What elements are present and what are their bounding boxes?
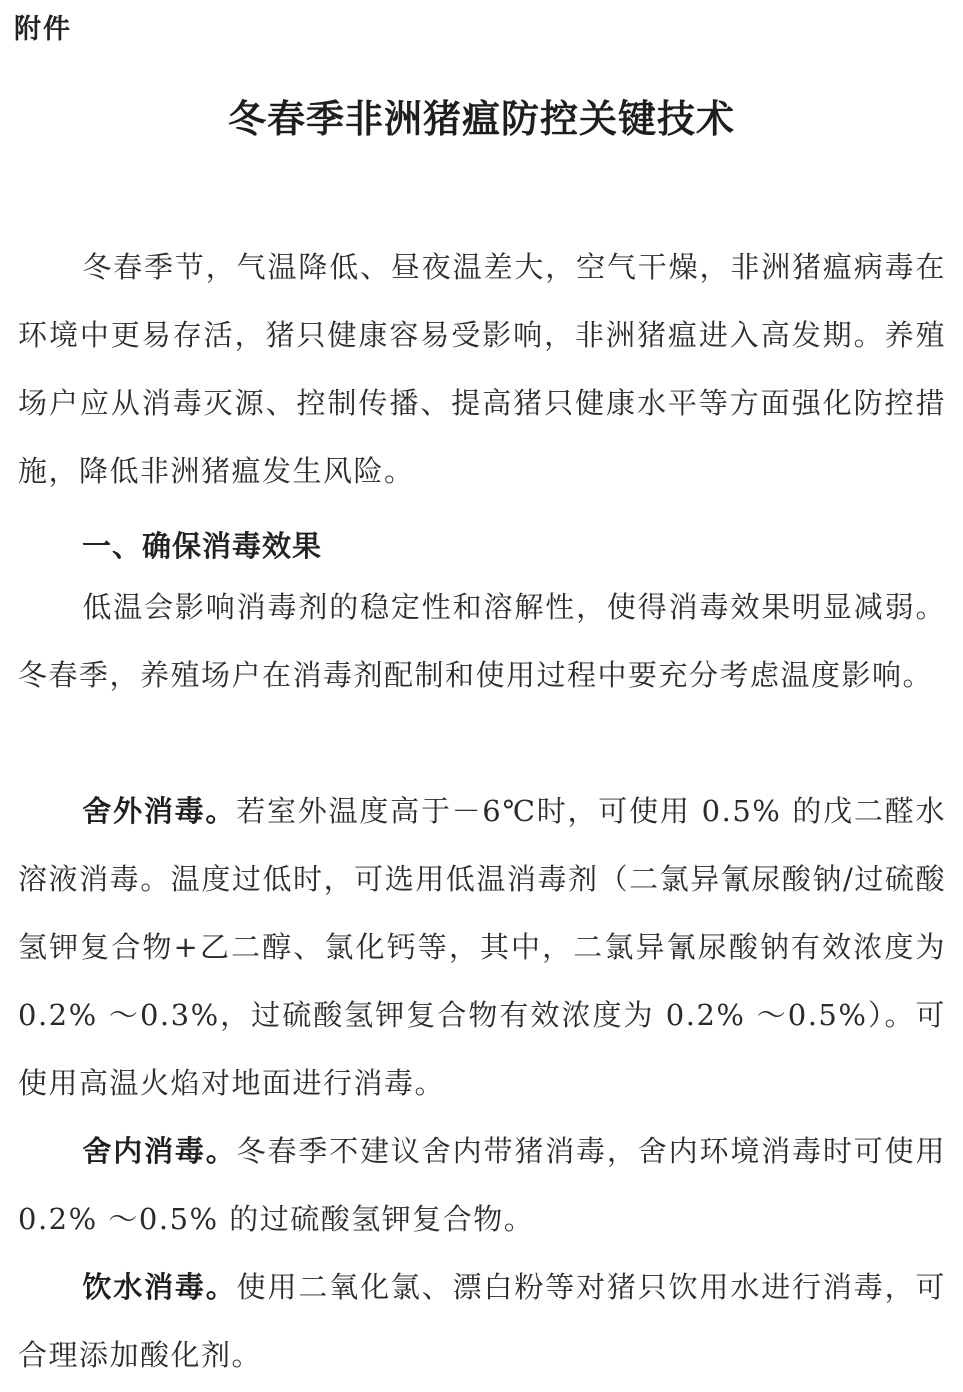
- indoor-disinfection-lead: 舍内消毒。: [82, 1134, 237, 1168]
- outdoor-disinfection-text: 若室外温度高于－6℃时，可使用 0.5% 的戊二醛水溶液消毒。温度过低时，可选用低温消毒剂（二氯异氰尿酸钠/过硫酸氢钾复合物+乙二醇、氯化钙等，其中，二氯异氰尿酸钠有效浓度为 0.2% ～0.3%，过硫酸氢钾复合物有效浓度为 0.2% ～0.5%）。可使用高温火焰对地面进行消毒。: [18, 794, 946, 1100]
- indoor-disinfection-paragraph: [18, 1117, 946, 1253]
- outdoor-disinfection-lead: 舍外消毒。: [82, 794, 237, 828]
- water-disinfection-lead: 饮水消毒。: [82, 1270, 237, 1304]
- section-heading-disinfection: 一、确保消毒效果: [82, 529, 323, 563]
- water-disinfection-text: 使用二氧化氯、漂白粉等对猪只饮用水进行消毒，可合理添加酸化剂。: [18, 1270, 946, 1372]
- indoor-disinfection-text: 冬春季不建议舍内带猪消毒，舍内环境消毒时可使用 0.2% ～0.5% 的过硫酸氢钾复合物。: [18, 1134, 946, 1236]
- outdoor-disinfection-paragraph: [18, 777, 946, 1117]
- document-title: 冬春季非洲猪瘟防控关键技术: [227, 97, 735, 141]
- section-intro-text: 低温会影响消毒剂的稳定性和溶解性，使得消毒效果明显减弱。冬春季，养殖场户在消毒剂配制和使用过程中要充分考虑温度影响。: [18, 590, 946, 692]
- intro-text: 冬春季节，气温降低、昼夜温差大，空气干燥，非洲猪瘟病毒在环境中更易存活，猪只健康容易受影响，非洲猪瘟进入高发期。养殖场户应从消毒灭源、控制传播、提高猪只健康水平等方面强化防控措施，降低非洲猪瘟发生风险。: [18, 250, 946, 488]
- attachment-label: 附件: [14, 14, 72, 45]
- intro-paragraph: [18, 233, 946, 505]
- water-disinfection-paragraph: [18, 1253, 946, 1389]
- section-intro-paragraph: [18, 573, 946, 709]
